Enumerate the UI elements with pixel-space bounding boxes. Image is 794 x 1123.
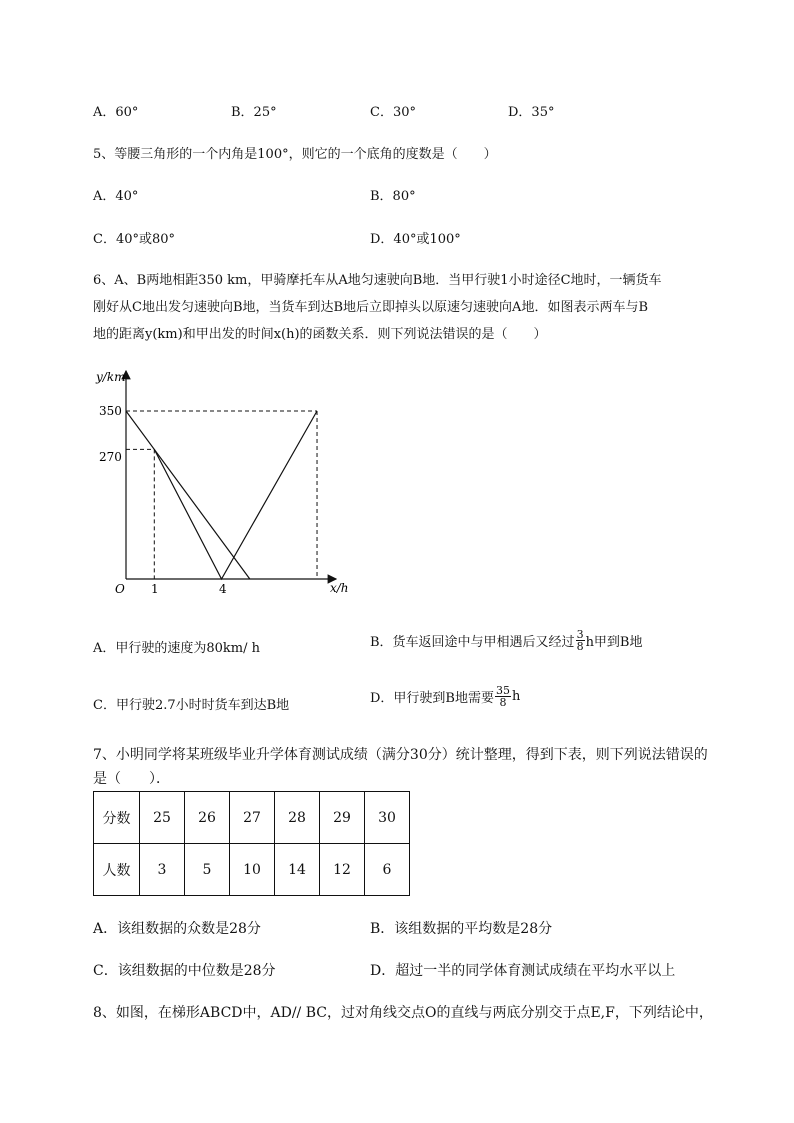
q6-option-c: C．甲行驶2.7小时时货车到达B地 <box>93 698 290 713</box>
fraction-denominator: 8 <box>499 696 507 709</box>
q6-option-d-fraction <box>495 685 511 708</box>
table-cell: 26 <box>185 792 230 844</box>
x-tick-label-4: 4 <box>219 582 227 596</box>
fraction-denominator: 8 <box>576 640 584 653</box>
q6-option-b-fraction <box>576 629 585 652</box>
q6-stem-line2: 刚好从C地出发匀速驶向B地，当货车到达B地后立即掉头以原速匀速驶向A地．如图表示两车与B <box>93 300 648 315</box>
q6-option-b-text: B．货车返回途中与甲相遇后又经过 <box>370 635 575 650</box>
score-table <box>93 791 410 896</box>
table-cell: 25 <box>140 792 185 844</box>
y-tick-label-270: 270 <box>99 450 122 464</box>
q7-option-a: A．该组数据的众数是28分 <box>93 921 261 937</box>
fraction-numerator: 3 <box>576 628 584 641</box>
q7-stem-line2: 是（ ）． <box>93 771 170 787</box>
q7-stem-line1: 7、小明同学将某班级毕业升学体育测试成绩（满分30分）统计整理，得到下表，则下列说法错误的 <box>93 747 708 763</box>
table-cell: 29 <box>320 792 365 844</box>
q5-stem: 5、等腰三角形的一个内角是100°，则它的一个底角的度数是（ ） <box>93 147 497 162</box>
table-cell: 6 <box>365 844 410 896</box>
q6-option-b <box>370 629 643 652</box>
q5-option-c: C．40°或80° <box>93 232 176 247</box>
q6-option-d-suffix: h <box>511 689 521 704</box>
table-cell: 5 <box>185 844 230 896</box>
table-cell: 3 <box>140 844 185 896</box>
table-header-cell: 分数 <box>94 792 140 844</box>
table-cell: 30 <box>365 792 410 844</box>
q5-option-d: D．40°或100° <box>370 232 461 247</box>
q6-option-d-text: D．甲行驶到B地需要 <box>370 691 494 706</box>
q6-stem-line3: 地的距离y(km)和甲出发的时间x(h)的函数关系．则下列说法错误的是（ ） <box>93 327 547 342</box>
distance-time-graph <box>88 365 358 600</box>
x-tick-label-1: 1 <box>151 582 159 596</box>
q6-stem-line1: 6、A、B两地相距350 km，甲骑摩托车从A地匀速驶向B地．当甲行驶1小时途径C地时，一辆货车 <box>93 273 662 288</box>
q7-option-b: B．该组数据的平均数是28分 <box>370 921 553 937</box>
table-header-cell: 人数 <box>94 844 140 896</box>
q4-option-b: B．25° <box>231 105 277 120</box>
fraction-numerator: 35 <box>495 684 510 697</box>
table-cell: 28 <box>275 792 320 844</box>
q6-option-d <box>370 685 520 708</box>
q7-option-c: C．该组数据的中位数是28分 <box>93 963 276 979</box>
q4-option-d: D．35° <box>508 105 555 120</box>
table-row-counts <box>94 844 410 896</box>
q6-option-b-suffix: h甲到B地 <box>585 635 643 650</box>
x-axis-label: x/h <box>330 581 349 595</box>
table-row-scores <box>94 792 410 844</box>
y-tick-label-350: 350 <box>99 404 122 418</box>
series-line-jia <box>126 411 250 579</box>
series-line-truck <box>154 411 317 579</box>
q6-option-a: A．甲行驶的速度为80km/ h <box>93 641 261 656</box>
q8-stem: 8、如图，在梯形ABCD中，AD// BC，过对角线交点O的直线与两底分别交于点E,F，下列结论中， <box>93 1005 713 1021</box>
origin-label: O <box>115 582 125 596</box>
table-cell: 14 <box>275 844 320 896</box>
table-cell: 27 <box>230 792 275 844</box>
y-axis-label: y/km <box>96 370 126 384</box>
q4-option-c: C．30° <box>370 105 416 120</box>
q4-option-a: A．60° <box>93 105 139 120</box>
q5-option-b: B．80° <box>370 189 416 204</box>
table-cell: 10 <box>230 844 275 896</box>
q5-option-a: A．40° <box>93 189 139 204</box>
q7-option-d: D．超过一半的同学体育测试成绩在平均水平以上 <box>370 963 676 979</box>
table-cell: 12 <box>320 844 365 896</box>
